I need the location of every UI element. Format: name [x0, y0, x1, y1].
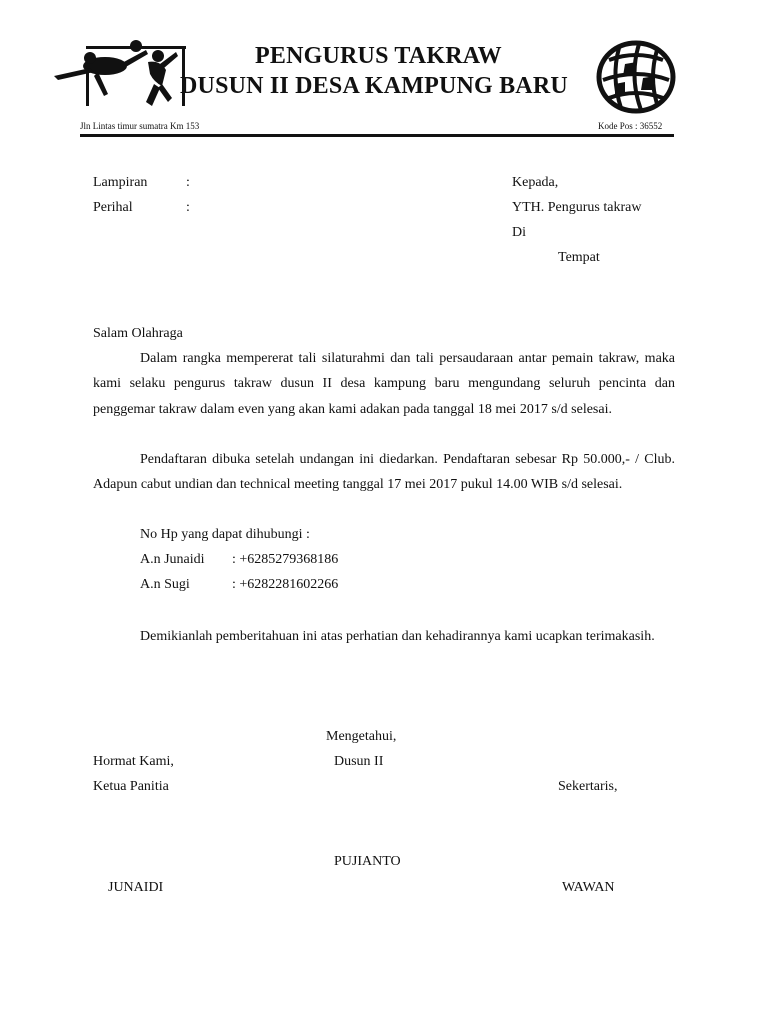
signatory-left-name: JUNAIDI: [108, 880, 164, 895]
hormat-label: Hormat Kami,: [93, 754, 174, 769]
contact-phone-1: : +6285279368186: [232, 552, 339, 567]
sepak-takraw-players-logo: [50, 36, 190, 112]
rattan-ball-logo: [595, 40, 677, 114]
contact-phone-2: : +6282281602266: [232, 577, 339, 592]
paragraph-invitation: Dalam rangka mempererat tali silaturahmi dan tali persaudaraan antar pemain takraw, maka kami selaku pengurus takraw dusun II desa kampung baru mengundang seluruh pencinta dan penggemar takraw dalam even yang akan kami adakan pada tanggal 18 mei 2017 s/d selesai.: [93, 351, 675, 417]
postal-code-text: Kode Pos : 36552: [598, 121, 663, 131]
recipient-line4: Tempat: [558, 250, 600, 265]
mengetahui-label: Mengetahui,: [326, 729, 397, 744]
contact-name-2: A.n Sugi: [140, 577, 190, 592]
perihal-colon: :: [186, 200, 190, 215]
contact-name-1: A.n Junaidi: [140, 552, 205, 567]
org-subtitle: DUSUN II DESA KAMPUNG BARU: [180, 73, 568, 99]
signatory-right-name: WAWAN: [562, 880, 615, 895]
recipient-line3: Di: [512, 225, 526, 240]
contact-intro: No Hp yang dapat dihubungi :: [140, 527, 310, 542]
ketua-label: Ketua Panitia: [93, 779, 169, 794]
greeting: Salam Olahraga: [93, 326, 183, 341]
recipient-line2: YTH. Pengurus takraw: [512, 200, 642, 215]
letterhead-divider: [80, 134, 674, 137]
lampiran-colon: :: [186, 175, 190, 190]
perihal-label: Perihal: [93, 200, 133, 215]
paragraph-closing: Demikianlah pemberitahuan ini atas perhatian dan kehadirannya kami ucapkan terimakasih.: [140, 629, 655, 644]
signatory-center-name: PUJIANTO: [334, 854, 401, 869]
lampiran-label: Lampiran: [93, 175, 148, 190]
address-text: Jln Lintas timur sumatra Km 153: [80, 121, 200, 131]
dusun-label: Dusun II: [334, 754, 384, 769]
paragraph-registration: Pendaftaran dibuka setelah undangan ini diedarkan. Pendaftaran sebesar Rp 50.000,- / Club. Adapun cabut undian dan technical meeting tanggal 17 mei 2017 pukul 14.00 WIB s/d selesai.: [93, 452, 675, 493]
org-title: PENGURUS TAKRAW: [255, 43, 502, 69]
recipient-line1: Kepada,: [512, 175, 559, 190]
sekretaris-label: Sekertaris,: [558, 779, 618, 794]
